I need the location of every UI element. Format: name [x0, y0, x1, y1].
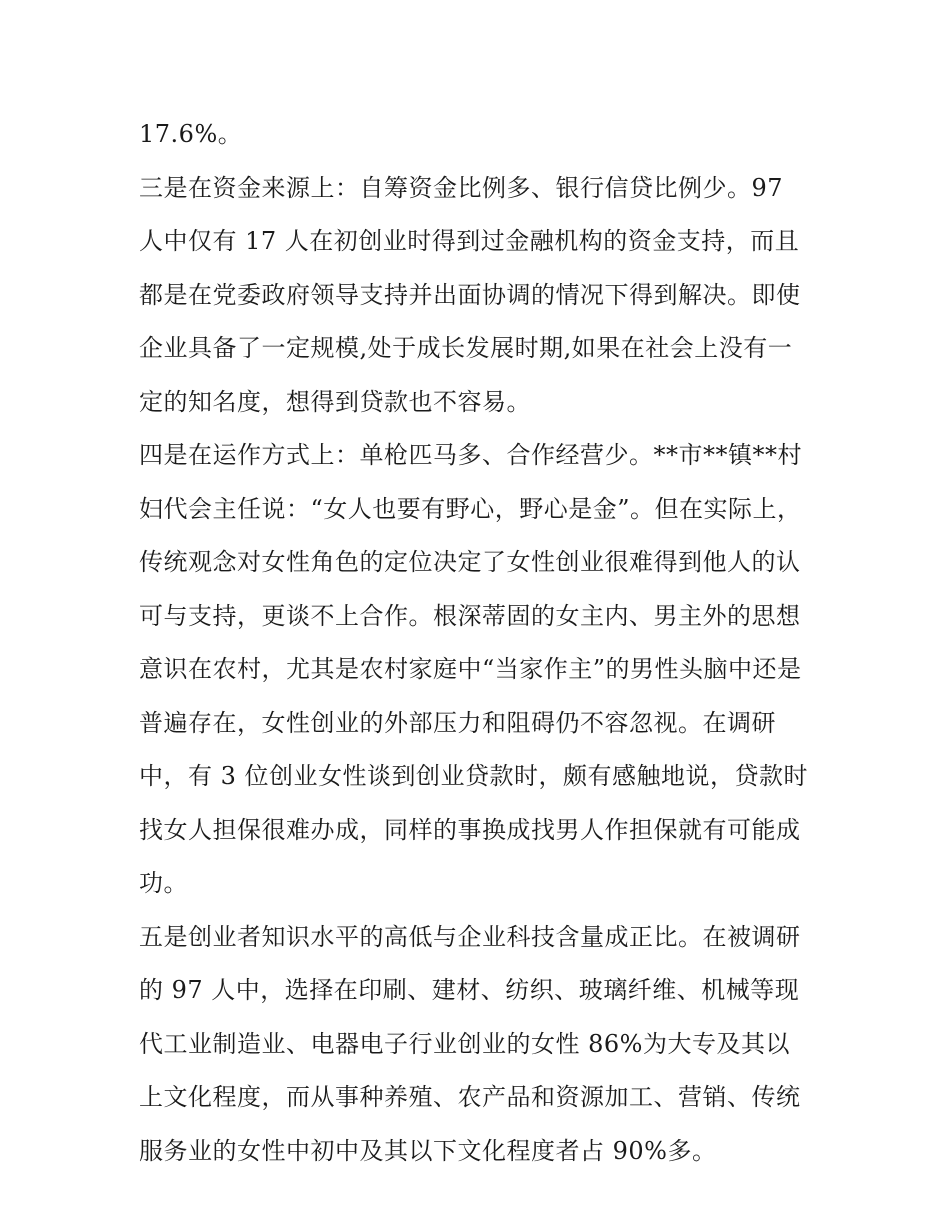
text-line: 定的知名度，想得到贷款也不容易。	[139, 387, 531, 416]
text-line: 人中仅有 17 人在初创业时得到过金融机构的资金支持，而且	[139, 227, 800, 255]
text-line: 企业具备了一定规模,处于成长发展时期,如果在社会上没有一	[139, 334, 793, 362]
text-line: 四是在运作方式上：单枪匹马多、合作经营少。**市**镇**村	[139, 441, 802, 469]
text-line: 妇代会主任说：“女人也要有野心，野心是金”。但在实际上，	[139, 494, 802, 523]
text-line: 可与支持，更谈不上合作。根深蒂固的女主内、男主外的思想	[139, 601, 801, 630]
body-text	[139, 108, 819, 1178]
text-line: 五是创业者知识水平的高低与企业科技含量成正比。在被调研	[139, 922, 801, 951]
text-line: 上文化程度，而从事种养殖、农产品和资源加工、营销、传统	[139, 1083, 801, 1111]
text-line: 传统观念对女性角色的定位决定了女性创业很难得到他人的认	[139, 548, 801, 576]
text-line: 找女人担保很难办成，同样的事换成找男人作担保就有可能成	[139, 815, 801, 844]
text-line: 功。	[139, 869, 188, 897]
text-line: 意识在农村，尤其是农村家庭中“当家作主”的男性头脑中还是	[139, 655, 802, 683]
text-line: 服务业的女性中初中及其以下文化程度者占 90%多。	[139, 1136, 717, 1165]
text-line: 代工业制造业、电器电子行业创业的女性 86%为大专及其以	[139, 1029, 790, 1058]
text-line: 普遍存在，女性创业的外部压力和阻碍仍不容忽视。在调研	[139, 708, 776, 737]
text-line: 的 97 人中，选择在印刷、建材、纺织、玻璃纤维、机械等现	[139, 976, 800, 1004]
text-line: 中，有 3 位创业女性谈到创业贷款时，颇有感触地说，贷款时	[139, 762, 809, 790]
text-line: 三是在资金来源上：自筹资金比例多、银行信贷比例少。97	[139, 173, 784, 202]
text-line: 17.6%。	[139, 120, 243, 148]
text-line: 都是在党委政府领导支持并出面协调的情况下得到解决。即使	[139, 280, 801, 309]
